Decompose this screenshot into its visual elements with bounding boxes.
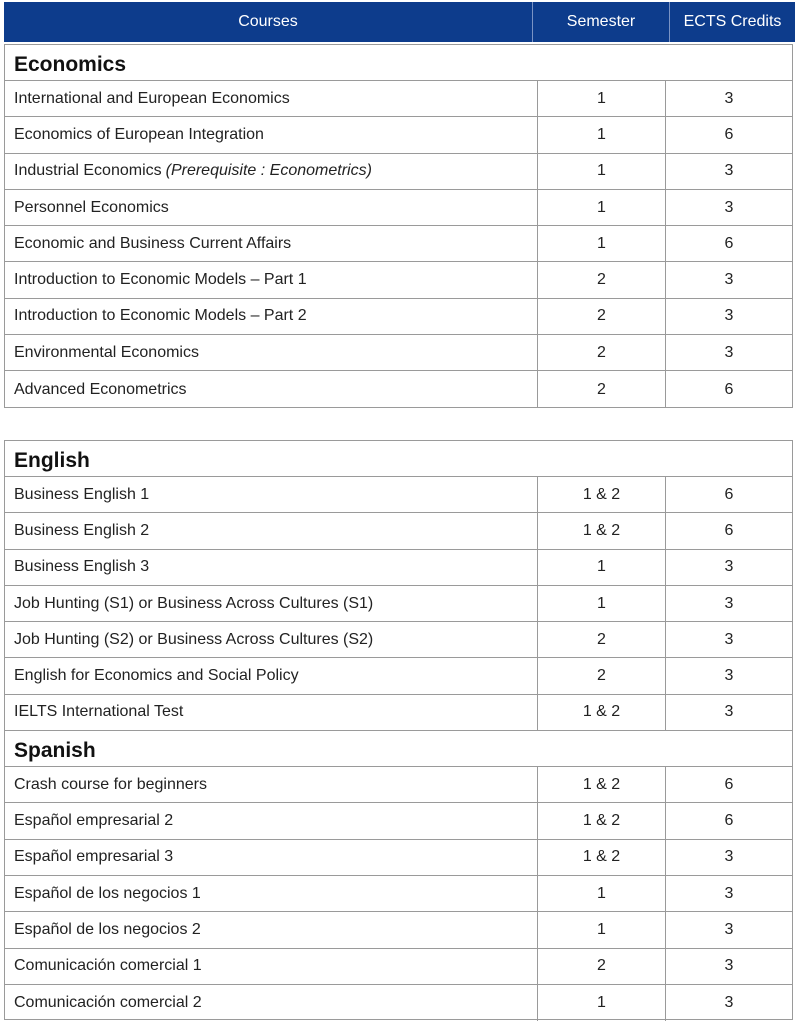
course-cell xyxy=(5,586,538,621)
course-cell xyxy=(5,335,538,370)
course-cell xyxy=(5,550,538,585)
table-row xyxy=(5,803,792,839)
table-row xyxy=(5,985,792,1021)
ects-cell: 6 xyxy=(724,234,734,252)
semester-cell: 1 & 2 xyxy=(538,767,666,802)
ects-cell: 6 xyxy=(724,812,734,830)
ects-cell: 6 xyxy=(724,125,734,143)
table-row xyxy=(5,876,792,912)
ects-cell: 3 xyxy=(724,307,734,325)
header-semester: Semester xyxy=(533,2,670,42)
course-name: Comunicación comercial 2 xyxy=(14,994,202,1011)
semester-cell: 1 & 2 xyxy=(538,840,666,875)
header-ects-credits: ECTS Credits xyxy=(683,13,782,30)
ects-cell: 3 xyxy=(724,884,734,902)
table-row xyxy=(5,117,792,153)
semester-cell: 2 xyxy=(538,299,666,334)
semester-cell: 1 xyxy=(538,154,666,189)
ects-cell: 3 xyxy=(724,558,734,576)
course-cell xyxy=(5,117,538,152)
table-row xyxy=(5,190,792,226)
semester-cell: 1 & 2 xyxy=(538,513,666,548)
table-row xyxy=(5,513,792,549)
course-cell xyxy=(5,262,538,297)
course-cell xyxy=(5,371,538,407)
course-name: Comunicación comercial 1 xyxy=(14,957,202,975)
course-name: Español empresarial 2 xyxy=(14,812,174,830)
semester-cell: 1 xyxy=(538,117,666,152)
course-cell xyxy=(5,190,538,225)
course-name: Español de los negocios 1 xyxy=(14,884,201,902)
semester-cell: 1 xyxy=(538,226,666,261)
table-row xyxy=(5,226,792,262)
course-note: (Prerequisite : Econometrics) xyxy=(165,162,372,180)
table-header xyxy=(4,2,795,42)
course-cell xyxy=(5,876,538,911)
table-row xyxy=(5,371,792,407)
ects-cell: 3 xyxy=(724,848,734,866)
course-cell xyxy=(5,803,538,838)
header-courses: Courses xyxy=(4,2,533,42)
course-name: Industrial Economics xyxy=(14,162,162,180)
languages-section xyxy=(4,440,793,1020)
course-cell xyxy=(5,622,538,657)
semester-cell: 2 xyxy=(538,262,666,297)
table-row xyxy=(5,550,792,586)
ects-cell: 3 xyxy=(724,920,734,938)
semester-cell: 1 xyxy=(538,985,666,1021)
semester-cell: 1 & 2 xyxy=(538,477,666,512)
economics-section xyxy=(4,44,793,408)
course-name: IELTS International Test xyxy=(14,703,184,721)
course-cell xyxy=(5,154,538,189)
course-name: English for Economics and Social Policy xyxy=(14,667,299,685)
course-name: Español de los negocios 2 xyxy=(14,920,201,938)
ects-cell: 3 xyxy=(724,957,734,975)
ects-cell: 3 xyxy=(724,594,734,612)
table-row xyxy=(5,695,792,731)
ects-cell: 6 xyxy=(724,380,734,398)
semester-cell: 1 & 2 xyxy=(538,695,666,730)
course-cell xyxy=(5,477,538,512)
table-row xyxy=(5,335,792,371)
section-title-spanish: Spanish xyxy=(5,731,792,767)
semester-cell: 1 xyxy=(538,190,666,225)
ects-cell: 3 xyxy=(724,630,734,648)
ects-cell: 6 xyxy=(724,521,734,539)
table-row xyxy=(5,949,792,985)
ects-cell: 6 xyxy=(724,775,734,793)
course-name: Economic and Business Current Affairs xyxy=(14,234,292,252)
course-name: Job Hunting (S1) or Business Across Cultures (S1) xyxy=(14,594,374,612)
semester-cell: 2 xyxy=(538,949,666,984)
semester-cell: 1 xyxy=(538,550,666,585)
course-name: Environmental Economics xyxy=(14,343,199,361)
course-name: Business English 3 xyxy=(14,558,150,576)
semester-cell: 2 xyxy=(538,335,666,370)
economics-rows xyxy=(5,81,792,408)
ects-cell: 3 xyxy=(724,89,734,107)
ects-cell: 6 xyxy=(724,485,734,503)
course-cell xyxy=(5,949,538,984)
course-name: Personnel Economics xyxy=(14,198,169,216)
table-row xyxy=(5,622,792,658)
spanish-rows xyxy=(5,767,792,1021)
table-row xyxy=(5,299,792,335)
course-cell xyxy=(5,658,538,693)
ects-cell: 3 xyxy=(724,667,734,685)
course-cell xyxy=(5,985,538,1021)
course-name: Crash course for beginners xyxy=(14,775,207,793)
ects-cell: 3 xyxy=(724,703,734,721)
ects-cell: 3 xyxy=(724,271,734,289)
course-name: Business English 2 xyxy=(14,521,150,539)
ects-cell: 3 xyxy=(724,198,734,216)
course-cell xyxy=(5,299,538,334)
course-name: Job Hunting (S2) or Business Across Cultures (S2) xyxy=(14,630,374,648)
course-cell xyxy=(5,912,538,947)
table-row xyxy=(5,477,792,513)
ects-cell: 3 xyxy=(724,343,734,361)
semester-cell: 2 xyxy=(538,658,666,693)
semester-cell: 2 xyxy=(538,622,666,657)
course-name: Business English 1 xyxy=(14,485,150,503)
section-title-economics: Economics xyxy=(5,45,792,81)
table-row xyxy=(5,658,792,694)
course-name: Economics of European Integration xyxy=(14,125,264,143)
course-name: Introduction to Economic Models – Part 2 xyxy=(14,307,307,325)
semester-cell: 1 & 2 xyxy=(538,803,666,838)
ects-cell: 3 xyxy=(724,994,734,1011)
section-title-english: English xyxy=(5,441,792,477)
table-row xyxy=(5,262,792,298)
table-row xyxy=(5,586,792,622)
semester-cell: 2 xyxy=(538,371,666,407)
semester-cell: 1 xyxy=(538,912,666,947)
course-name: Introduction to Economic Models – Part 1 xyxy=(14,271,307,289)
course-name: International and European Economics xyxy=(14,89,290,107)
course-name: Advanced Econometrics xyxy=(14,380,187,398)
table-row xyxy=(5,767,792,803)
course-cell xyxy=(5,840,538,875)
english-rows xyxy=(5,477,792,731)
semester-cell: 1 xyxy=(538,876,666,911)
course-name: Español empresarial 3 xyxy=(14,848,174,866)
course-cell xyxy=(5,81,538,116)
course-cell xyxy=(5,767,538,802)
ects-cell: 3 xyxy=(724,162,734,180)
table-row xyxy=(5,840,792,876)
course-cell xyxy=(5,226,538,261)
course-cell xyxy=(5,513,538,548)
semester-cell: 1 xyxy=(538,81,666,116)
table-row xyxy=(5,81,792,117)
table-row xyxy=(5,912,792,948)
semester-cell: 1 xyxy=(538,586,666,621)
table-row xyxy=(5,154,792,190)
course-cell xyxy=(5,695,538,730)
